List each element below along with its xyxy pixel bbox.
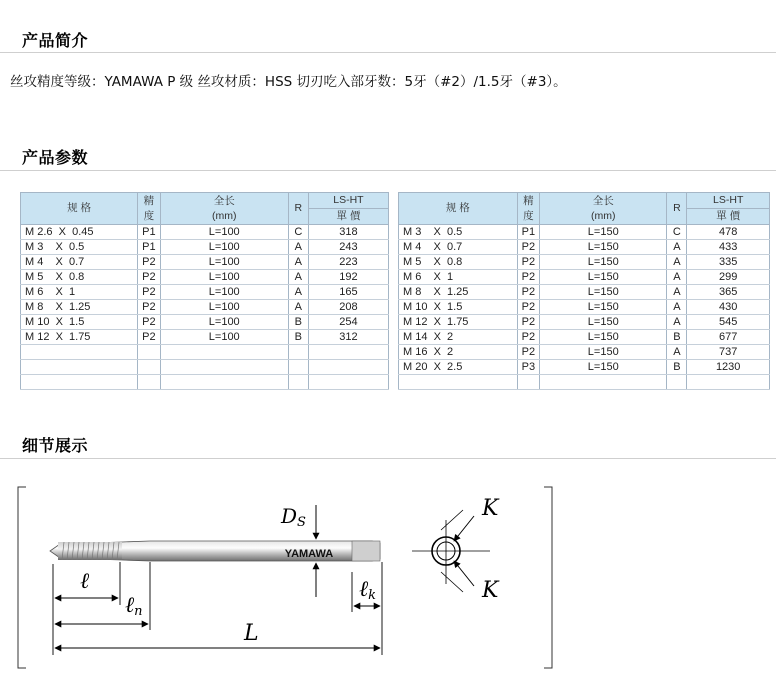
cell-prec: P2	[517, 240, 539, 255]
cell-empty	[288, 360, 308, 375]
cell-price: 192	[308, 270, 388, 285]
table-row	[21, 330, 389, 345]
cell-empty	[21, 345, 138, 360]
intro-title: 产品简介	[22, 31, 89, 50]
cell-r: A	[288, 300, 308, 315]
frame-bracket-right	[544, 487, 552, 668]
cell-price: 312	[308, 330, 388, 345]
cell-empty	[160, 345, 288, 360]
cell-spec: M 4 X 0.7	[21, 255, 138, 270]
L-label: L	[244, 621, 259, 646]
cell-empty	[138, 375, 161, 390]
table-row	[399, 345, 770, 360]
cell-len: L=150	[540, 330, 667, 345]
cell-len: L=150	[540, 300, 667, 315]
cell-spec: M 3 X 0.5	[21, 240, 138, 255]
cell-prec: P2	[138, 270, 161, 285]
cell-len: L=100	[160, 225, 288, 240]
table-row-empty	[21, 345, 389, 360]
cell-price: 208	[308, 300, 388, 315]
cell-len: L=100	[160, 300, 288, 315]
l-label: ℓ	[80, 569, 90, 594]
table-row-empty	[21, 375, 389, 390]
tap-dimension-drawing	[0, 470, 776, 688]
cell-spec: M 5 X 0.8	[399, 255, 518, 270]
cell-r: A	[288, 255, 308, 270]
cell-r: B	[667, 360, 687, 375]
cell-prec: P2	[517, 285, 539, 300]
header-price: 單 價	[308, 209, 388, 225]
cell-len: L=150	[540, 315, 667, 330]
header-spec: 规 格	[399, 193, 518, 225]
cell-prec: P2	[138, 285, 161, 300]
header-series: LS-HT	[687, 193, 770, 209]
header-length: 全长 (mm)	[160, 193, 288, 225]
cell-spec: M 3 X 0.5	[399, 225, 518, 240]
table-row	[399, 270, 770, 285]
cell-prec: P3	[517, 360, 539, 375]
table-row	[399, 255, 770, 270]
cell-prec: P2	[517, 330, 539, 345]
cell-r: B	[288, 315, 308, 330]
cell-prec: P2	[517, 300, 539, 315]
cell-prec: P2	[517, 255, 539, 270]
cell-prec: P2	[517, 270, 539, 285]
cell-prec: P1	[517, 225, 539, 240]
cell-prec: P2	[138, 300, 161, 315]
cell-spec: M 20 X 2.5	[399, 360, 518, 375]
cell-r: A	[288, 285, 308, 300]
cell-r: A	[667, 315, 687, 330]
cell-empty	[288, 375, 308, 390]
cell-prec: P2	[138, 330, 161, 345]
cell-price: 737	[687, 345, 770, 360]
cell-price: 254	[308, 315, 388, 330]
cell-r: A	[667, 255, 687, 270]
cell-r: A	[667, 345, 687, 360]
cell-price: 430	[687, 300, 770, 315]
cell-prec: P1	[138, 240, 161, 255]
intro-divider	[0, 52, 776, 53]
cell-r: B	[288, 330, 308, 345]
cell-prec: P2	[138, 315, 161, 330]
table-row	[399, 225, 770, 240]
cell-len: L=150	[540, 240, 667, 255]
cell-spec: M 4 X 0.7	[399, 240, 518, 255]
cell-spec: M 6 X 1	[399, 270, 518, 285]
cell-empty	[138, 345, 161, 360]
table-row	[21, 270, 389, 285]
spec-table-right	[398, 192, 770, 390]
cell-price: 223	[308, 255, 388, 270]
cell-len: L=150	[540, 345, 667, 360]
cell-spec: M 8 X 1.25	[21, 300, 138, 315]
cell-spec: M 2.6 X 0.45	[21, 225, 138, 240]
cell-len: L=100	[160, 255, 288, 270]
table-row	[399, 240, 770, 255]
cell-price: 365	[687, 285, 770, 300]
table-row	[21, 240, 389, 255]
table-row	[399, 360, 770, 375]
table-row-empty	[21, 360, 389, 375]
cell-empty	[138, 360, 161, 375]
cell-empty	[308, 375, 388, 390]
header-series: LS-HT	[308, 193, 388, 209]
cell-empty	[308, 360, 388, 375]
cell-spec: M 10 X 1.5	[21, 315, 138, 330]
cell-empty	[21, 375, 138, 390]
table-row-empty	[399, 375, 770, 390]
cell-len: L=150	[540, 270, 667, 285]
cell-len: L=150	[540, 285, 667, 300]
cell-price: 299	[687, 270, 770, 285]
table-row	[21, 255, 389, 270]
k-label-bottom: K	[482, 578, 499, 603]
cell-len: L=100	[160, 285, 288, 300]
frame-bracket-left	[18, 487, 26, 668]
cell-prec: P2	[517, 345, 539, 360]
cell-prec: P1	[138, 225, 161, 240]
cell-empty	[308, 345, 388, 360]
cell-price: 335	[687, 255, 770, 270]
cell-r: A	[667, 285, 687, 300]
cell-empty	[21, 360, 138, 375]
cell-price: 677	[687, 330, 770, 345]
cell-r: A	[288, 270, 308, 285]
cell-prec: P2	[517, 315, 539, 330]
cell-spec: M 8 X 1.25	[399, 285, 518, 300]
params-title: 产品参数	[22, 148, 89, 167]
cell-price: 1230	[687, 360, 770, 375]
extension-lines	[53, 562, 382, 655]
ds-label: DS	[281, 504, 306, 530]
cell-spec: M 6 X 1	[21, 285, 138, 300]
cell-r: C	[288, 225, 308, 240]
cell-spec: M 10 X 1.5	[399, 300, 518, 315]
table-row	[399, 315, 770, 330]
k-label-top: K	[482, 496, 499, 521]
cell-empty	[687, 375, 770, 390]
cell-price: 165	[308, 285, 388, 300]
cell-r: A	[667, 270, 687, 285]
cell-len: L=100	[160, 270, 288, 285]
cell-r: A	[667, 240, 687, 255]
cell-len: L=100	[160, 330, 288, 345]
cell-price: 318	[308, 225, 388, 240]
spec-table-left	[20, 192, 389, 390]
lk-label: ℓk	[359, 577, 377, 603]
header-spec: 规 格	[21, 193, 138, 225]
ln-label: ℓn	[125, 593, 143, 619]
cell-len: L=100	[160, 240, 288, 255]
table-row	[21, 225, 389, 240]
cell-empty	[160, 375, 288, 390]
header-precision: 精 度	[517, 193, 539, 225]
table-row	[399, 300, 770, 315]
cell-r: A	[667, 300, 687, 315]
params-divider	[0, 170, 776, 171]
header-r: R	[288, 193, 308, 225]
cell-r: A	[288, 240, 308, 255]
cell-len: L=100	[160, 315, 288, 330]
table-row	[399, 285, 770, 300]
cell-r: B	[667, 330, 687, 345]
table-row	[21, 315, 389, 330]
cell-empty	[288, 345, 308, 360]
cell-price: 243	[308, 240, 388, 255]
cell-price: 545	[687, 315, 770, 330]
cell-empty	[667, 375, 687, 390]
cell-len: L=150	[540, 225, 667, 240]
cell-spec: M 16 X 2	[399, 345, 518, 360]
cell-spec: M 12 X 1.75	[399, 315, 518, 330]
table-row	[21, 300, 389, 315]
intro-text: 丝攻精度等级：YAMAWA P 级 丝攻材质：HSS 切刃吃入部牙数：5牙（#2）/1.5牙（#3）。	[10, 74, 567, 90]
cell-spec: M 14 X 2	[399, 330, 518, 345]
cell-price: 433	[687, 240, 770, 255]
table-row	[21, 285, 389, 300]
detail-divider	[0, 458, 776, 459]
tap-end-view	[412, 510, 490, 592]
table-row	[399, 330, 770, 345]
cell-empty	[160, 360, 288, 375]
cell-empty	[517, 375, 539, 390]
cell-empty	[540, 375, 667, 390]
detail-title: 细节展示	[22, 436, 89, 455]
cell-len: L=150	[540, 255, 667, 270]
tap-brand-label: YAMAWA	[284, 548, 334, 560]
cell-prec: P2	[138, 255, 161, 270]
header-precision: 精 度	[138, 193, 161, 225]
cell-empty	[399, 375, 518, 390]
header-length: 全长 (mm)	[540, 193, 667, 225]
cell-price: 478	[687, 225, 770, 240]
cell-r: C	[667, 225, 687, 240]
cell-len: L=150	[540, 360, 667, 375]
header-price: 單 價	[687, 209, 770, 225]
cell-spec: M 5 X 0.8	[21, 270, 138, 285]
header-r: R	[667, 193, 687, 225]
cell-spec: M 12 X 1.75	[21, 330, 138, 345]
